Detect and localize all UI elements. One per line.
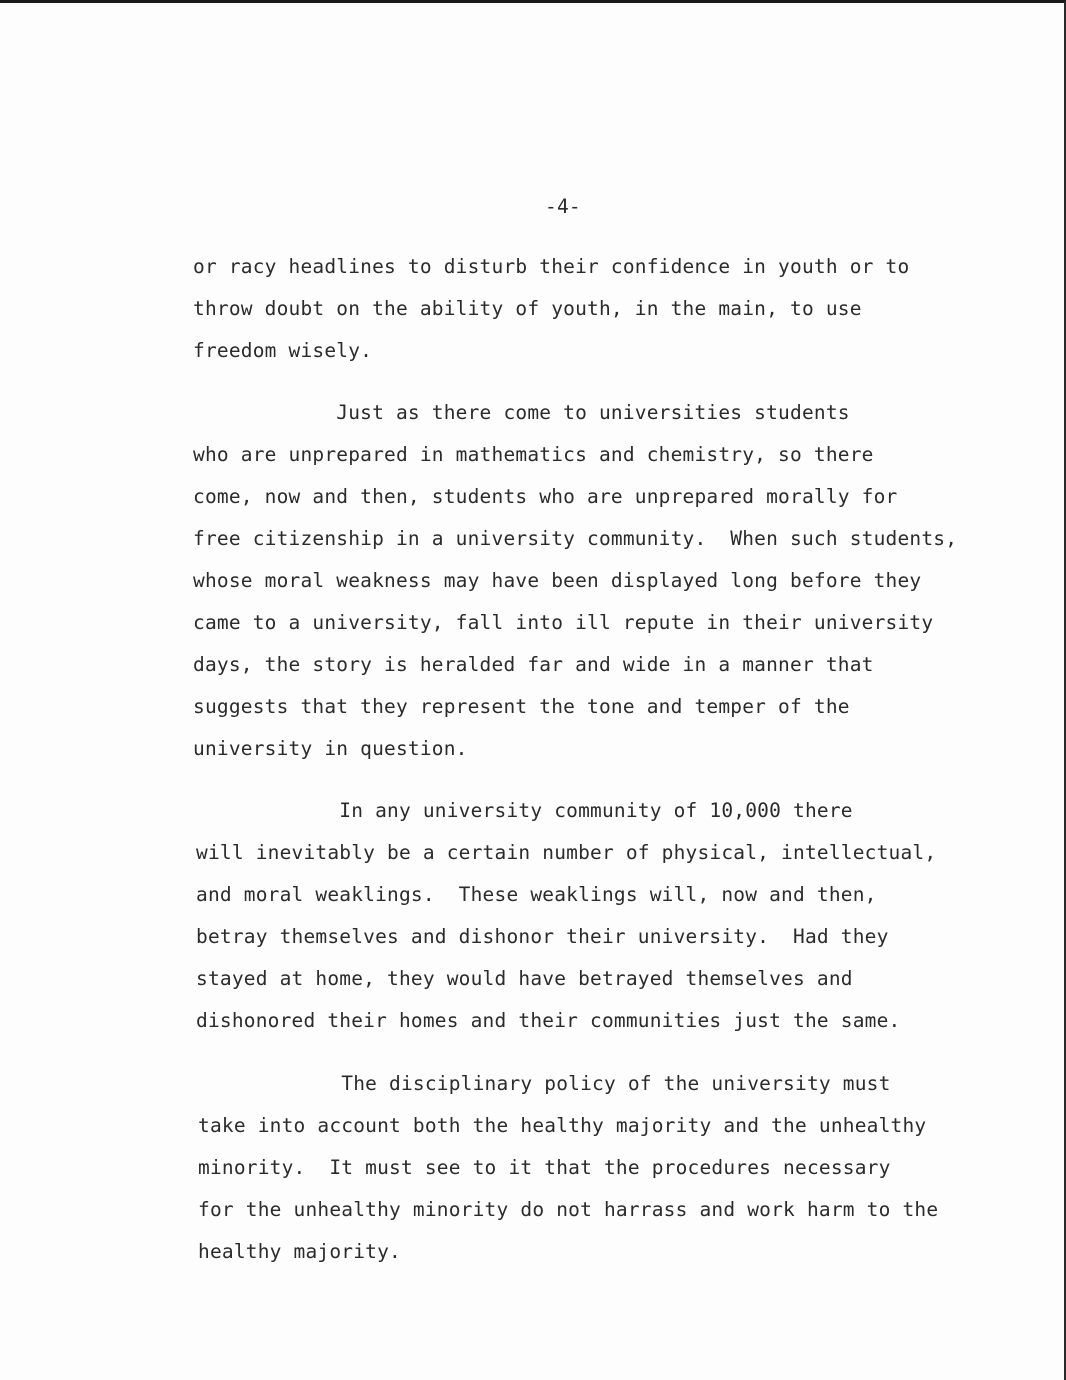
text-line: who are unprepared in mathematics and chemistry, so there xyxy=(193,443,874,466)
text-line: and moral weaklings. These weaklings will, now and then, xyxy=(196,883,877,906)
text-line: In any university community of 10,000 there xyxy=(196,799,853,822)
text-line: dishonored their homes and their communities just the same. xyxy=(196,1009,901,1032)
text-line: minority. It must see to it that the procedures necessary xyxy=(198,1156,891,1179)
text-line: come, now and then, students who are unprepared morally for xyxy=(193,485,898,508)
text-line: take into account both the healthy majority and the unhealthy xyxy=(198,1114,927,1137)
page-number: -4- xyxy=(545,195,581,218)
text-line: or racy headlines to disturb their confidence in youth or to xyxy=(193,255,910,278)
text-line: for the unhealthy minority do not harrass and work harm to the xyxy=(198,1198,939,1221)
text-line: healthy majority. xyxy=(198,1240,401,1263)
text-line: whose moral weakness may have been displayed long before they xyxy=(193,569,922,592)
text-line: days, the story is heralded far and wide in a manner that xyxy=(193,653,874,676)
text-line: stayed at home, they would have betrayed themselves and xyxy=(196,967,853,990)
text-line: free citizenship in a university community. When such students, xyxy=(193,527,958,550)
text-line: freedom wisely. xyxy=(193,339,373,362)
text-line: betray themselves and dishonor their university. Had they xyxy=(196,925,889,948)
text-line: suggests that they represent the tone and temper of the xyxy=(193,695,850,718)
text-line: came to a university, fall into ill repute in their university xyxy=(193,611,934,634)
text-line: throw doubt on the ability of youth, in the main, to use xyxy=(193,297,862,320)
text-line: Just as there come to universities students xyxy=(193,401,850,424)
text-line: will inevitably be a certain number of physical, intellectual, xyxy=(196,841,937,864)
text-line: The disciplinary policy of the university must xyxy=(198,1072,891,1095)
text-line: university in question. xyxy=(193,737,468,760)
